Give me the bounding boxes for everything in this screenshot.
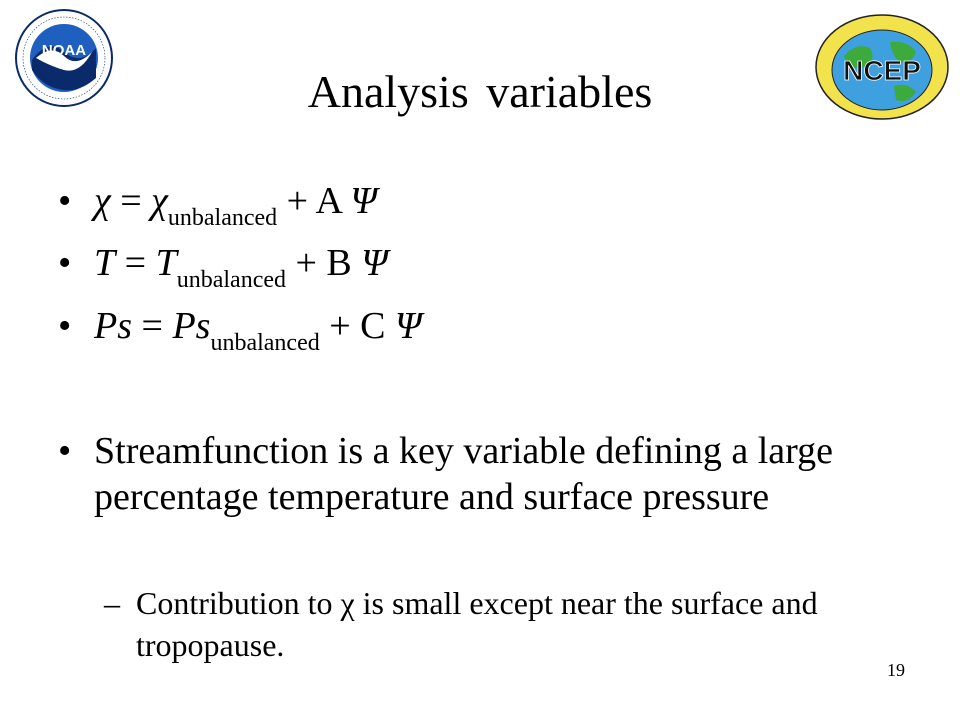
- slide-title: Analysis variables: [307, 66, 653, 117]
- equation-equals: =: [110, 180, 152, 222]
- bullet-dot: •: [58, 180, 72, 222]
- bullet-equation: [94, 303, 422, 354]
- ncep-logo-label: NCEP: [843, 55, 921, 86]
- equation-equals: =: [115, 242, 156, 284]
- equation-base: Ps: [172, 305, 211, 347]
- psi-symbol: Ψ: [350, 180, 378, 222]
- equation-base: χ: [151, 180, 168, 222]
- psi-symbol: Ψ: [395, 305, 422, 347]
- equation-base: T: [155, 242, 177, 284]
- sub-bullet-text: Contribution to χ is small except near the surface and tropopause.: [136, 585, 818, 663]
- equation-term: + A: [277, 180, 351, 222]
- equation-lhs: T: [94, 242, 116, 284]
- equation-lhs: Ps: [94, 305, 132, 347]
- noaa-logo-label: NOAA: [41, 42, 87, 59]
- equation-lhs: χ: [94, 180, 111, 222]
- bullet-text: Streamfunction is a key variable defining a large percentage temperature and surface pressure: [94, 430, 833, 518]
- bullet-dot: •: [58, 430, 72, 472]
- equation-subscript: unbalanced: [176, 267, 286, 293]
- bullet-dot: •: [58, 305, 72, 347]
- equation-subscript: unbalanced: [210, 330, 320, 356]
- bullet-dot: •: [58, 242, 72, 284]
- psi-symbol: Ψ: [361, 242, 388, 284]
- bullet-equation: [94, 178, 377, 229]
- equation-term: + B: [286, 242, 362, 284]
- bullet-equation: [94, 240, 388, 291]
- sub-bullet-dash: –: [104, 585, 120, 621]
- page-number: 19: [887, 660, 905, 680]
- equation-subscript: unbalanced: [167, 205, 278, 231]
- equation-term: + C: [319, 305, 395, 347]
- equation-equals: =: [132, 305, 173, 347]
